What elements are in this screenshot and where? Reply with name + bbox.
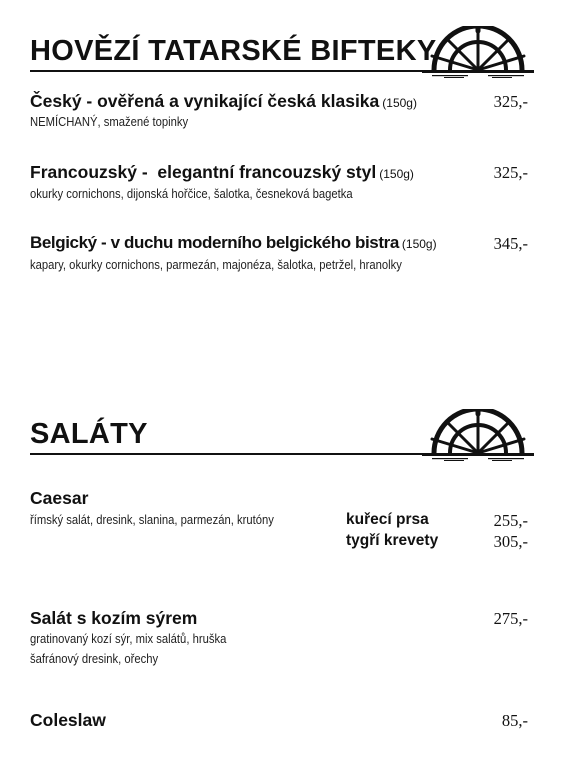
- menu-item-description: římský salát, dresink, slanina, parmezán, krutóny: [30, 513, 274, 527]
- menu-item-name: Coleslaw: [30, 710, 106, 730]
- menu-item-description: NEMÍCHANÝ, smažené topinky: [30, 115, 189, 129]
- menu-item-weight: (150g): [382, 96, 417, 110]
- section-divider: [30, 453, 430, 455]
- menu-item-description: šafránový dresink, ořechy: [30, 652, 159, 666]
- menu-item-weight: (150g): [401, 237, 437, 251]
- section-title-salaty: SALÁTY: [30, 418, 148, 450]
- menu-item-option-price: 305,-: [493, 532, 528, 551]
- menu-item-description: gratinovaný kozí sýr, mix salátů, hruška: [30, 632, 227, 646]
- menu-item-price: 325,-: [493, 92, 528, 111]
- menu-item-price: 85,-: [501, 711, 528, 730]
- menu-item-name: Caesar: [30, 488, 89, 508]
- menu-item-name: Francouzský - elegantní francouzský styl (150g): [30, 162, 414, 182]
- menu-item-name: Belgický - v duchu moderního belgického bistra (150g): [30, 233, 437, 252]
- menu-item-price: 275,-: [493, 609, 528, 628]
- menu-item-description: okurky cornichons, dijonská hořčice, šalotka, česneková bagetka: [30, 187, 353, 201]
- menu-item-option-price: 255,-: [493, 511, 528, 530]
- section-title-tatarske-bifteky: HOVĚZÍ TATARSKÉ BIFTEKY: [30, 35, 437, 67]
- menu-item-price: 325,-: [493, 163, 528, 182]
- menu-item-option-label: kuřecí prsa: [346, 511, 429, 528]
- menu-item-name: Salát s kozím sýrem: [30, 608, 198, 628]
- menu-item-weight: (150g): [379, 167, 414, 181]
- menu-item-name: Český - ověřená a vynikající česká klasika (150g): [30, 91, 417, 111]
- section-divider: [30, 70, 430, 72]
- menu-item-description: kapary, okurky cornichons, parmezán, majonéza, šalotka, petržel, hranolky: [30, 258, 402, 272]
- menu-item-option-label: tygří krevety: [346, 532, 439, 549]
- ship-wheel-icon: [418, 26, 538, 78]
- ship-wheel-icon: [418, 409, 538, 461]
- menu-item-price: 345,-: [493, 234, 528, 253]
